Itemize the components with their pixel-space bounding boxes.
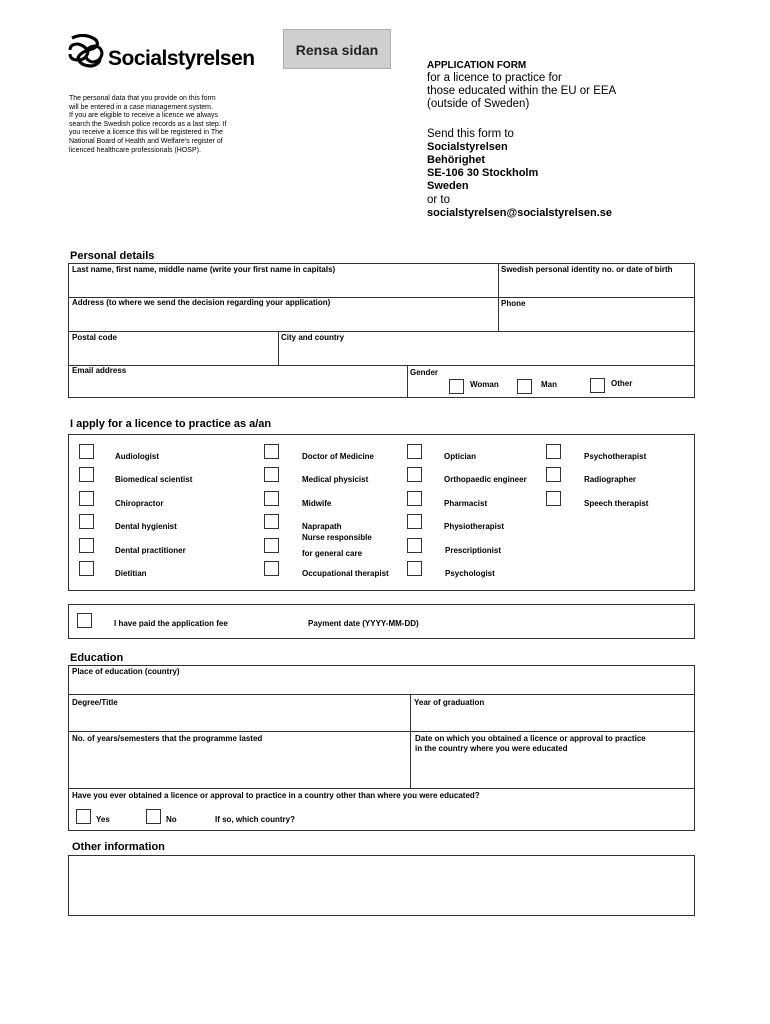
woman-label: Woman (470, 380, 499, 389)
payment-date-field[interactable]: Payment date (YYYY-MM-DD) (308, 619, 419, 628)
licence-date-field-line2: in the country where you were educated (415, 744, 568, 753)
other-gender-label: Other (611, 379, 633, 388)
no-checkbox[interactable] (146, 809, 161, 824)
licence-checkbox[interactable] (546, 467, 561, 482)
licence-option-label: Prescriptionist (445, 546, 502, 555)
licence-option-label: Nurse responsible (302, 533, 372, 542)
licence-option-label: Medical physicist (302, 475, 369, 484)
other-gender-checkbox[interactable] (590, 378, 605, 393)
place-of-education-field[interactable]: Place of education (country) (72, 667, 180, 676)
licence-option-label: Chiropractor (115, 499, 164, 508)
send-to-text: Send this form to (427, 128, 514, 140)
licence-checkbox[interactable] (546, 444, 561, 459)
no-label: No (166, 815, 177, 824)
licence-option-label: Biomedical scientist (115, 475, 193, 484)
licence-option-label: Psychotherapist (584, 452, 647, 461)
licence-checkbox[interactable] (407, 561, 422, 576)
licence-checkbox[interactable] (79, 538, 94, 553)
or-to-text: or to (427, 194, 451, 206)
licence-option-label: Orthopaedic engineer (444, 475, 527, 484)
education-title: Education (70, 652, 124, 664)
divider (68, 788, 695, 789)
licence-checkbox[interactable] (264, 444, 279, 459)
yes-checkbox[interactable] (76, 809, 91, 824)
divider (68, 731, 695, 732)
licence-option-label: Dental practitioner (115, 546, 186, 555)
licence-option-label: Speech therapist (584, 499, 649, 508)
licence-date-field[interactable]: Date on which you obtained a licence or approval to practice (415, 734, 646, 743)
divider (68, 331, 695, 332)
other-information-field[interactable] (68, 855, 695, 916)
divider (498, 263, 499, 331)
education-box (68, 665, 695, 831)
yes-label: Yes (96, 815, 110, 824)
fee-paid-label: I have paid the application fee (114, 619, 228, 628)
woman-checkbox[interactable] (449, 379, 464, 394)
licence-option-label: Dental hygienist (115, 522, 177, 531)
personal-details-title: Personal details (70, 250, 155, 262)
divider (278, 331, 279, 365)
licence-option-label: Optician (444, 452, 477, 461)
licence-option-label: Naprapath (302, 522, 342, 531)
licence-checkbox[interactable] (407, 514, 422, 529)
other-information-title: Other information (72, 841, 165, 853)
licence-checkbox[interactable] (546, 491, 561, 506)
graduation-year-field[interactable]: Year of graduation (414, 698, 485, 707)
phone-field[interactable]: Phone (501, 299, 526, 308)
divider (407, 365, 408, 398)
socialstyrelsen-logo-icon (66, 34, 104, 70)
licence-checkbox[interactable] (407, 491, 422, 506)
form-subtitle-line: those educated within the EU or EEA (427, 85, 617, 97)
licence-checkbox[interactable] (264, 514, 279, 529)
licence-checkbox[interactable] (407, 538, 422, 553)
licence-checkbox[interactable] (79, 561, 94, 576)
licence-option-label: Pharmacist (444, 499, 488, 508)
privacy-notice: The personal data that you provide on this form will be entered in a case management system. If you are eligible to receive a licence we always search the Swedish police records as a last step. If you receive a licence this will be registered in The National Board of Health and Welfare's register of licenced healthcare professionals (HOSP). (69, 95, 227, 154)
licence-section-title: I apply for a licence to practice as a/an (70, 418, 272, 430)
licence-option-label: Audiologist (115, 452, 159, 461)
licence-checkbox[interactable] (79, 514, 94, 529)
man-label: Man (541, 380, 557, 389)
licence-option-label: Doctor of Medicine (302, 452, 375, 461)
gender-label: Gender (410, 368, 439, 377)
licence-option-label: Occupational therapist (302, 569, 389, 578)
clear-page-button[interactable]: Rensa sidan (283, 29, 391, 69)
address-field[interactable]: Address (to where we send the decision regarding your application) (72, 298, 331, 307)
licence-checkbox[interactable] (79, 444, 94, 459)
licence-checkbox[interactable] (264, 491, 279, 506)
fee-paid-checkbox[interactable] (77, 613, 92, 628)
divider (68, 694, 695, 695)
other-country-question: Have you ever obtained a licence or approval to practice in a country other than where you were educated? (72, 791, 480, 800)
licence-checkbox[interactable] (264, 467, 279, 482)
form-title: APPLICATION FORM (427, 60, 527, 71)
degree-field[interactable]: Degree/Title (72, 698, 118, 707)
address-line: Socialstyrelsen (427, 141, 508, 153)
licence-option-label-line2: for general care (302, 549, 363, 558)
programme-duration-field[interactable]: No. of years/semesters that the programme lasted (72, 734, 263, 743)
licence-option-label: Physiotherapist (444, 522, 505, 531)
licence-checkbox[interactable] (79, 491, 94, 506)
man-checkbox[interactable] (517, 379, 532, 394)
licence-checkbox[interactable] (79, 467, 94, 482)
licence-checkbox[interactable] (264, 538, 279, 553)
form-subtitle-line: for a licence to practice for (427, 72, 562, 84)
licence-checkbox[interactable] (264, 561, 279, 576)
email-address: socialstyrelsen@socialstyrelsen.se (427, 207, 613, 219)
form-subtitle-line: (outside of Sweden) (427, 98, 530, 110)
postal-code-field[interactable]: Postal code (72, 333, 117, 342)
licence-checkbox[interactable] (407, 467, 422, 482)
licence-option-label: Radiographer (584, 475, 637, 484)
address-line: SE-106 30 Stockholm (427, 167, 539, 179)
logo-text: Socialstyrelsen (108, 47, 255, 70)
identity-number-field[interactable]: Swedish personal identity no. or date of birth (501, 265, 673, 274)
licence-checkbox[interactable] (407, 444, 422, 459)
divider (410, 694, 411, 788)
city-country-field[interactable]: City and country (281, 333, 345, 342)
licence-option-label: Psychologist (445, 569, 495, 578)
which-country-field[interactable]: If so, which country? (215, 815, 296, 824)
licence-option-label: Dietitian (115, 569, 147, 578)
address-line: Behörighet (427, 154, 486, 166)
address-line: Sweden (427, 180, 469, 192)
divider (68, 365, 695, 366)
email-field[interactable]: Email address (72, 366, 127, 375)
name-field[interactable]: Last name, first name, middle name (write your first name in capitals) (72, 265, 336, 274)
licence-option-label: Midwife (302, 499, 332, 508)
